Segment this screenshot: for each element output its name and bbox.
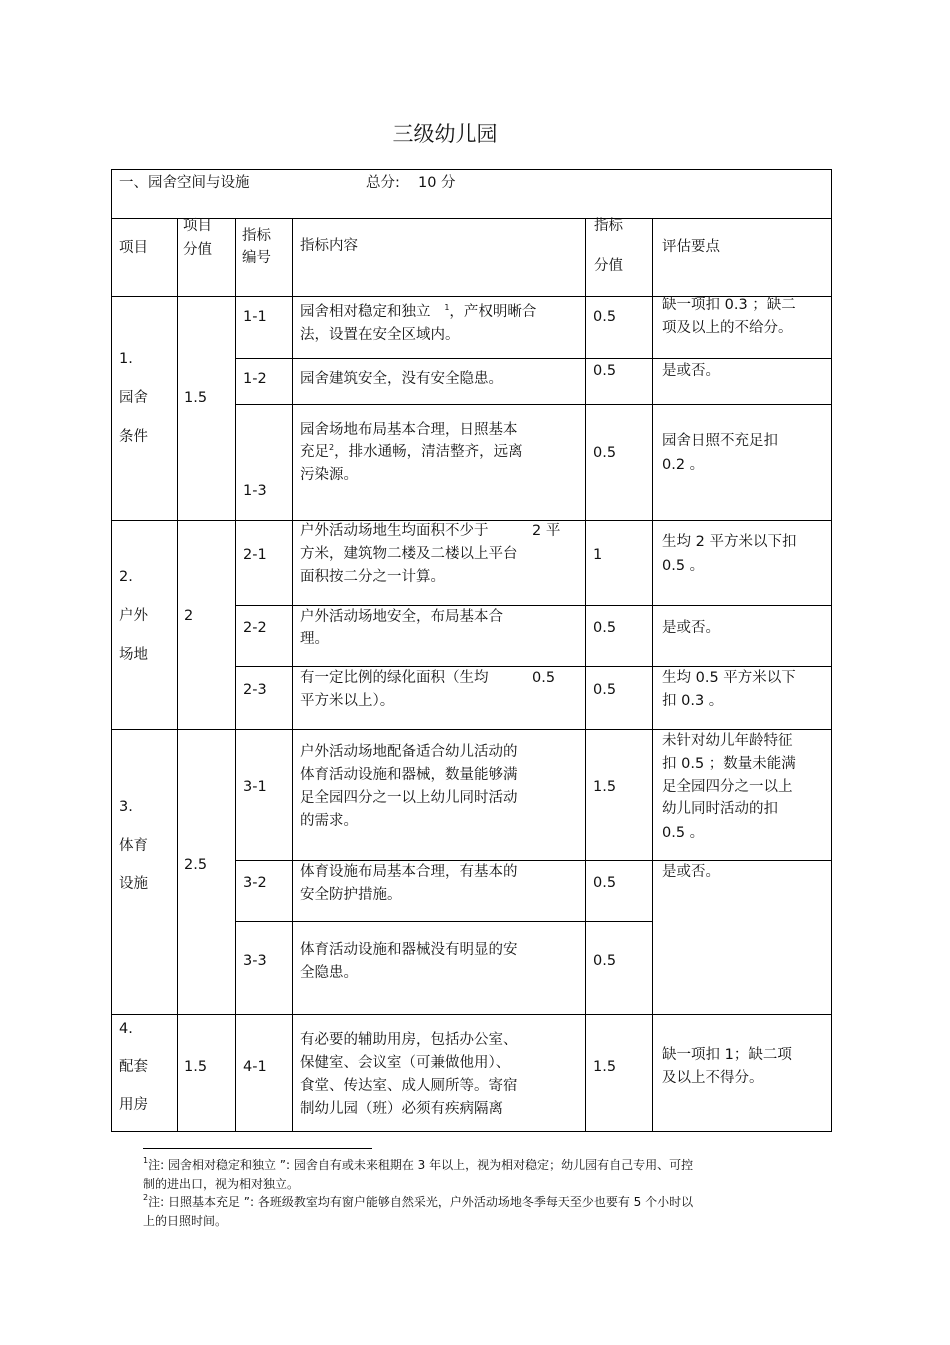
criteria-text: 是或否。 xyxy=(662,363,720,379)
group-name: 场地 xyxy=(119,647,148,663)
criteria-text: 是或否。 xyxy=(662,620,720,636)
index-content: 体育活动设施和器械，数量能够满 xyxy=(300,767,518,783)
criteria-text: 扣 0.3 。 xyxy=(662,693,724,709)
total-score-label: 总分: xyxy=(366,175,400,191)
criteria-text: 未针对幼儿年龄特征 xyxy=(662,733,793,749)
index-content: 保健室、会议室（可兼做他用）、 xyxy=(300,1055,511,1071)
index-code: 3-2 xyxy=(243,875,267,891)
index-content: 体育活动设施和器械没有明显的安 xyxy=(300,942,518,958)
group-name: 园舍 xyxy=(119,390,148,406)
criteria-text: 扣 0.5 ；数量未能满 xyxy=(662,756,796,772)
index-code: 3-3 xyxy=(243,953,267,969)
index-content: 污染源。 xyxy=(300,467,358,483)
index-code: 2-2 xyxy=(243,620,267,636)
index-content: 方米，建筑物二楼及二楼以上平台 xyxy=(300,546,518,562)
criteria-text: 缺一项扣 1；缺二项 xyxy=(662,1047,792,1063)
page-title: 三级幼儿园 xyxy=(392,122,498,146)
row-divider xyxy=(235,358,832,359)
index-code: 1-2 xyxy=(243,371,267,387)
index-code: 1-3 xyxy=(243,483,267,499)
footnote: 上的日照时间。 xyxy=(143,1214,228,1228)
footnote: 制的进出口，视为相对独立。 xyxy=(143,1177,300,1191)
index-score: 0.5 xyxy=(593,620,617,636)
index-content: 0.5 xyxy=(532,670,556,686)
column-divider xyxy=(652,218,653,1132)
index-content: 园舍建筑安全，没有安全隐患。 xyxy=(300,371,503,387)
index-content: 2 平 xyxy=(532,523,561,539)
index-content: 体育设施布局基本合理，有基本的 xyxy=(300,864,518,880)
header-index-score: 分值 xyxy=(594,258,623,274)
index-content: 充足$^2$，排水通畅，清洁整齐，远离 xyxy=(300,443,523,460)
index-score: 0.5 xyxy=(593,875,617,891)
index-code: 3-1 xyxy=(243,779,267,795)
column-divider xyxy=(585,218,586,1132)
header-index-no: 编号 xyxy=(242,250,271,266)
header-index-no: 指标 xyxy=(242,228,271,244)
row-divider xyxy=(235,404,832,405)
index-score: 1.5 xyxy=(593,1059,617,1075)
column-divider xyxy=(235,218,236,1132)
group-name: 用房 xyxy=(119,1097,148,1113)
criteria-text: 0.5 。 xyxy=(662,558,705,574)
header-item-score: 分值 xyxy=(183,242,212,258)
group-score: 2.5 xyxy=(184,857,208,873)
index-content: 园舍场地布局基本合理，日照基本 xyxy=(300,422,518,438)
index-content: 户外活动场地配备适合幼儿活动的 xyxy=(300,744,518,760)
criteria-text: 缺一项扣 0.3 ；缺二 xyxy=(662,297,796,313)
index-score: 0.5 xyxy=(593,682,617,698)
header-criteria: 评估要点 xyxy=(662,239,720,255)
index-score: 0.5 xyxy=(593,363,617,379)
total-score-value: 10 分 xyxy=(418,175,456,191)
header-item-score: 项目 xyxy=(183,218,212,234)
group-number: 3. xyxy=(119,799,133,815)
section-title: 一、园舍空间与设施 xyxy=(119,175,250,191)
header-content: 指标内容 xyxy=(300,238,358,254)
row-divider xyxy=(111,218,832,219)
criteria-text: 幼儿同时活动的扣 xyxy=(662,801,778,817)
index-code: 4-1 xyxy=(243,1059,267,1075)
group-number: 1. xyxy=(119,351,133,367)
index-content: 面积按二分之一计算。 xyxy=(300,569,445,585)
index-content: 有一定比例的绿化面积（生均 xyxy=(300,670,489,686)
row-divider xyxy=(235,921,652,922)
criteria-text: 0.2 。 xyxy=(662,457,705,473)
footnote-rule xyxy=(143,1148,372,1149)
index-content: 园舍相对稳定和独立 $^1$，产权明晰合 xyxy=(300,303,537,320)
index-code: 1-1 xyxy=(243,309,267,325)
column-divider xyxy=(177,218,178,1132)
criteria-text: 园舍日照不充足扣 xyxy=(662,433,778,449)
index-content: 户外活动场地安全，布局基本合 xyxy=(300,609,503,625)
criteria-text: 足全园四分之一以上 xyxy=(662,779,793,795)
index-content: 有必要的辅助用房，包括办公室、 xyxy=(300,1032,518,1048)
group-score: 2 xyxy=(184,608,194,624)
criteria-text: 及以上不得分。 xyxy=(662,1070,764,1086)
group-name: 配套 xyxy=(119,1059,148,1075)
group-name: 户外 xyxy=(119,608,148,624)
index-content: 食堂、传达室、成人厕所等。寄宿 xyxy=(300,1078,518,1094)
header-index-score: 指标 xyxy=(594,218,623,234)
index-code: 2-3 xyxy=(243,682,267,698)
index-content: 户外活动场地生均面积不少于 xyxy=(300,523,489,539)
criteria-text: 生均 0.5 平方米以下 xyxy=(662,670,796,686)
footnote: $^1$注: 园舍相对稳定和独立 ”: 园舍自有或未来租期在 3 年以上，视为相对稳定；幼儿园有自己专用、可控 xyxy=(143,1156,694,1172)
index-content: 安全防护措施。 xyxy=(300,887,402,903)
group-number: 4. xyxy=(119,1021,133,1037)
index-content: 足全园四分之一以上幼儿同时活动 xyxy=(300,790,518,806)
index-code: 2-1 xyxy=(243,547,267,563)
group-score: 1.5 xyxy=(184,390,208,406)
index-content: 理。 xyxy=(300,631,329,647)
index-content: 全隐患。 xyxy=(300,965,358,981)
index-content: 的需求。 xyxy=(300,813,358,829)
criteria-text: 项及以上的不给分。 xyxy=(662,320,793,336)
index-score: 1.5 xyxy=(593,779,617,795)
footnote: $^2$注: 日照基本充足 ”: 各班级教室均有窗户能够自然采光，户外活动场地冬季每天至少也要有 5 个小时以 xyxy=(143,1193,694,1209)
group-name: 条件 xyxy=(119,429,148,445)
group-score: 1.5 xyxy=(184,1059,208,1075)
index-score: 0.5 xyxy=(593,309,617,325)
index-content: 法，设置在安全区域内。 xyxy=(300,327,460,343)
header-item: 项目 xyxy=(119,240,148,256)
index-score: 0.5 xyxy=(593,953,617,969)
group-number: 2. xyxy=(119,569,133,585)
index-content: 平方米以上）。 xyxy=(300,693,395,709)
criteria-text: 生均 2 平方米以下扣 xyxy=(662,534,797,550)
row-divider xyxy=(111,1014,832,1015)
group-name: 设施 xyxy=(119,876,148,892)
index-content: 制幼儿园（班）必须有疾病隔离 xyxy=(300,1101,503,1117)
criteria-text: 是或否。 xyxy=(662,864,720,880)
group-name: 体育 xyxy=(119,838,148,854)
index-score: 0.5 xyxy=(593,445,617,461)
column-divider xyxy=(292,218,293,1132)
criteria-text: 0.5 。 xyxy=(662,825,705,841)
index-score: 1 xyxy=(593,547,603,563)
